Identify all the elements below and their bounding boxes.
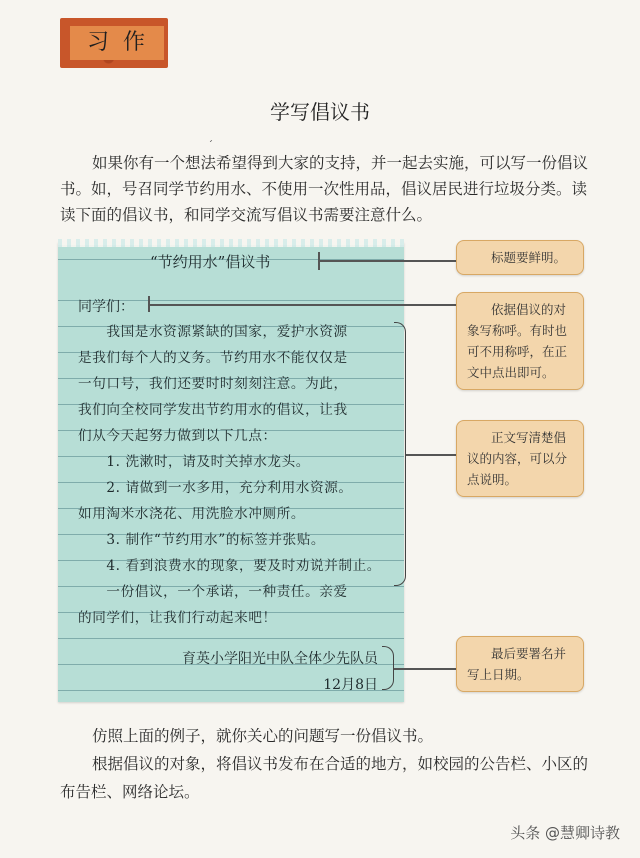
letter-date: 12月8日 [323, 677, 378, 693]
callout-signature-tip: 最后要署名并写上日期。 [456, 636, 584, 692]
section-label: 习作 [70, 26, 164, 60]
callout-title-tip: 标题要鲜明。 [456, 240, 584, 275]
letter-line: 一句口号，我们还要时时刻刻注意。为此， [78, 376, 348, 392]
callout-salutation-tip: 依据倡议的对象写称呼。有时也可不用称呼，在正文中点出即可。 [456, 292, 584, 390]
letter-line: 1. 洗漱时，请及时关掉水龙头。 [78, 454, 310, 470]
body-brace [394, 322, 406, 586]
letter-signature: 育英小学阳光中队全体少先队员 [182, 651, 378, 667]
letter-line: 4. 看到浪费水的现象，要及时劝说并制止。 [78, 558, 381, 574]
watermark: 头条 @慧卿诗教 [510, 824, 620, 842]
outro-paragraph: 根据倡议的对象，将倡议书发布在合适的地方，如校园的公告栏、小区的布告栏、网络论坛。 [60, 755, 589, 801]
letter-line: 我们向全校同学发出节约用水的倡议，让我 [78, 402, 348, 418]
body-connector [406, 454, 456, 456]
letter-line: 们从今天起努力做到以下几点： [78, 428, 277, 444]
intro-paragraph: 如果你有一个想法希望得到大家的支持，并一起去实施，可以写一份倡议书。如，号召同学节约用水、不使用一次性用品，倡议居民进行垃圾分类。读读下面的倡议书，和同学交流写倡议书需要注意什么。 [60, 154, 589, 224]
signature-connector [394, 668, 456, 670]
title-connector [318, 260, 456, 262]
outro-paragraph: 仿照上面的例子，就你关心的问题写一份倡议书。 [92, 727, 434, 745]
torn-edge [58, 239, 404, 247]
letter-line: 2. 请做到一水多用，充分利用水资源。 [78, 480, 353, 496]
pen-mark: ´ [208, 140, 213, 151]
letter-salutation: 同学们： [78, 299, 134, 315]
letter-line: 如用淘米水浇花、用洗脸水冲厕所。 [78, 506, 306, 522]
letter-line: 是我们每个人的义务。节约用水不能仅仅是 [78, 350, 348, 366]
letter-line: 我国是水资源紧缺的国家，爱护水资源 [78, 324, 348, 340]
signature-brace [382, 646, 394, 690]
letter-line: 的同学们，让我们行动起来吧！ [78, 610, 277, 626]
salutation-connector [148, 304, 456, 306]
letter-title: “节约用水”倡议书 [150, 253, 271, 271]
letter-line: 一份倡议，一个承诺，一种责任。亲爱 [78, 584, 348, 600]
page-title: 学写倡议书 [270, 100, 370, 124]
callout-body-tip: 正文写清楚倡议的内容，可以分点说明。 [456, 420, 584, 497]
letter-line: 3. 制作“节约用水”的标签并张贴。 [78, 532, 326, 548]
